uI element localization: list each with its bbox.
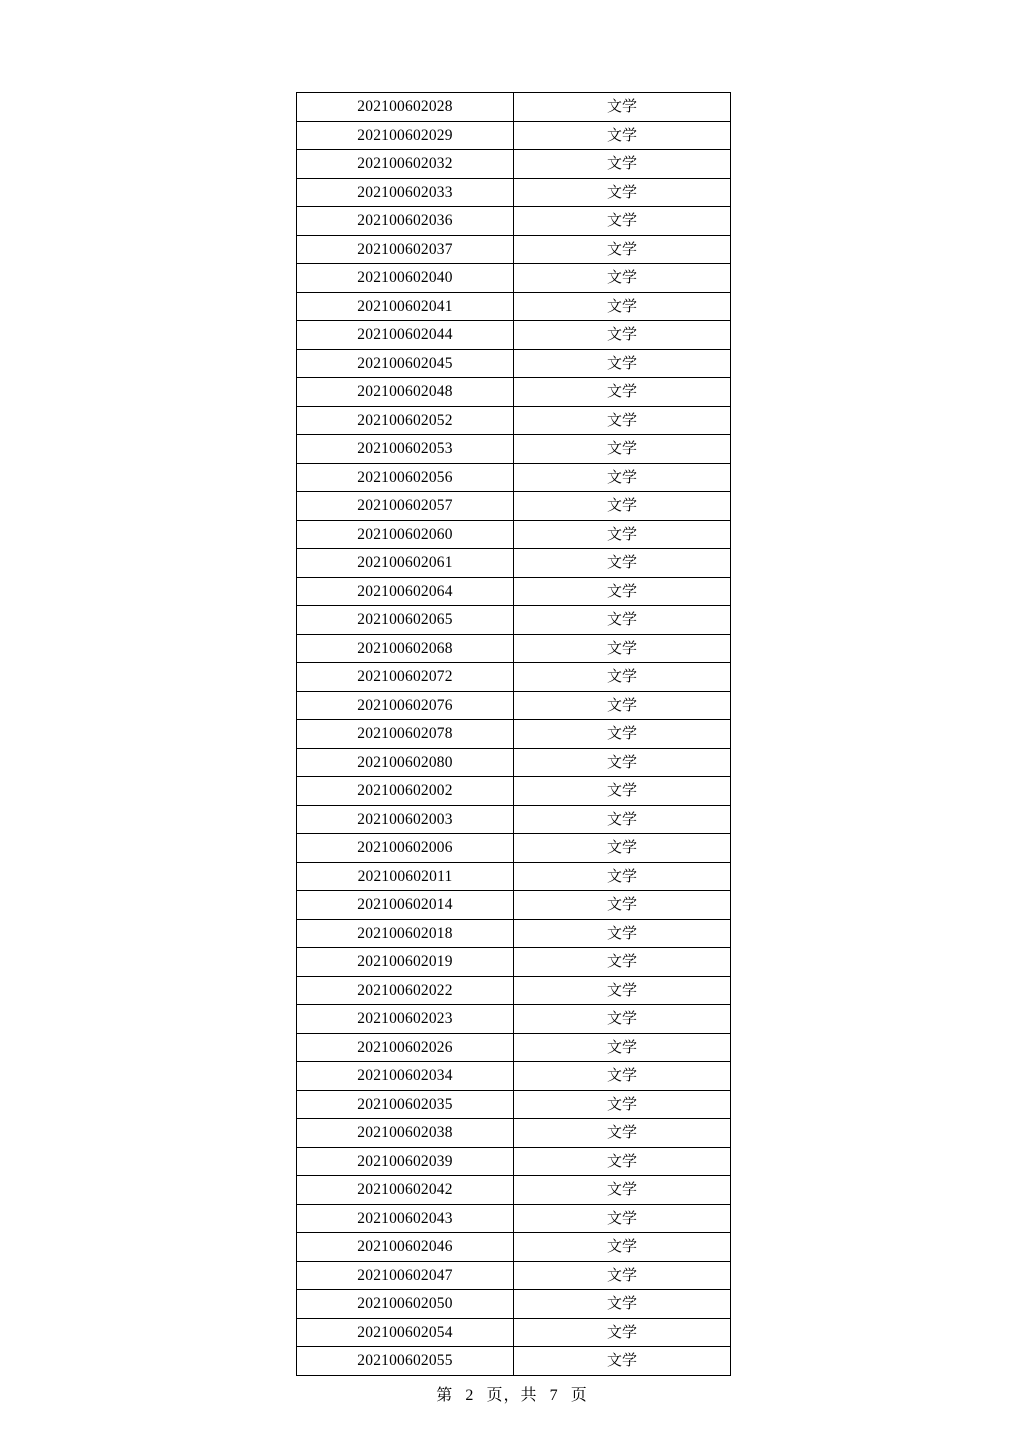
table-row <box>297 1147 731 1176</box>
footer-page-number: 2 <box>465 1387 475 1404</box>
major-cell: 文学 <box>514 178 731 207</box>
major-cell: 文学 <box>514 150 731 179</box>
table-row <box>297 862 731 891</box>
candidate-id-cell: 202100602072 <box>297 663 514 692</box>
footer-prefix: 第 <box>436 1385 454 1404</box>
table-row <box>297 492 731 521</box>
candidate-id-cell: 202100602045 <box>297 349 514 378</box>
candidate-id-cell: 202100602057 <box>297 492 514 521</box>
table-row <box>297 150 731 179</box>
candidate-id-cell: 202100602053 <box>297 435 514 464</box>
candidate-id-cell: 202100602044 <box>297 321 514 350</box>
major-cell: 文学 <box>514 1318 731 1347</box>
major-cell: 文学 <box>514 292 731 321</box>
candidate-id-cell: 202100602011 <box>297 862 514 891</box>
table-row <box>297 1347 731 1376</box>
candidate-id-cell: 202100602032 <box>297 150 514 179</box>
candidate-id-cell: 202100602028 <box>297 93 514 122</box>
candidate-id-cell: 202100602055 <box>297 1347 514 1376</box>
major-cell: 文学 <box>514 1062 731 1091</box>
candidate-id-cell: 202100602054 <box>297 1318 514 1347</box>
major-cell: 文学 <box>514 1204 731 1233</box>
table-row <box>297 919 731 948</box>
major-cell: 文学 <box>514 264 731 293</box>
major-cell: 文学 <box>514 1033 731 1062</box>
page-footer <box>0 1382 1024 1405</box>
major-cell: 文学 <box>514 691 731 720</box>
major-cell: 文学 <box>514 378 731 407</box>
table-row <box>297 606 731 635</box>
table-row <box>297 1318 731 1347</box>
candidate-id-cell: 202100602076 <box>297 691 514 720</box>
table-row <box>297 777 731 806</box>
table-row <box>297 663 731 692</box>
candidate-list-table-wrap <box>296 92 728 1376</box>
candidate-id-cell: 202100602042 <box>297 1176 514 1205</box>
candidate-id-cell: 202100602046 <box>297 1233 514 1262</box>
table-row <box>297 1119 731 1148</box>
table-row <box>297 805 731 834</box>
major-cell: 文学 <box>514 1090 731 1119</box>
candidate-id-cell: 202100602002 <box>297 777 514 806</box>
major-cell: 文学 <box>514 1119 731 1148</box>
major-cell: 文学 <box>514 321 731 350</box>
candidate-id-cell: 202100602040 <box>297 264 514 293</box>
table-row <box>297 1233 731 1262</box>
major-cell: 文学 <box>514 976 731 1005</box>
candidate-id-cell: 202100602019 <box>297 948 514 977</box>
major-cell: 文学 <box>514 1261 731 1290</box>
major-cell: 文学 <box>514 948 731 977</box>
table-row <box>297 121 731 150</box>
table-row <box>297 549 731 578</box>
major-cell: 文学 <box>514 748 731 777</box>
major-cell: 文学 <box>514 862 731 891</box>
major-cell: 文学 <box>514 406 731 435</box>
major-cell: 文学 <box>514 834 731 863</box>
table-row <box>297 292 731 321</box>
major-cell: 文学 <box>514 121 731 150</box>
major-cell: 文学 <box>514 1176 731 1205</box>
table-row <box>297 1261 731 1290</box>
major-cell: 文学 <box>514 1147 731 1176</box>
table-row <box>297 577 731 606</box>
footer-middle: 页，共 <box>486 1385 538 1404</box>
candidate-id-cell: 202100602037 <box>297 235 514 264</box>
candidate-id-cell: 202100602033 <box>297 178 514 207</box>
major-cell: 文学 <box>514 207 731 236</box>
candidate-id-cell: 202100602038 <box>297 1119 514 1148</box>
candidate-id-cell: 202100602048 <box>297 378 514 407</box>
table-body <box>297 93 731 1376</box>
candidate-id-cell: 202100602036 <box>297 207 514 236</box>
candidate-id-cell: 202100602041 <box>297 292 514 321</box>
candidate-id-cell: 202100602047 <box>297 1261 514 1290</box>
major-cell: 文学 <box>514 805 731 834</box>
major-cell: 文学 <box>514 235 731 264</box>
table-row <box>297 435 731 464</box>
table-row <box>297 520 731 549</box>
candidate-id-cell: 202100602056 <box>297 463 514 492</box>
candidate-id-cell: 202100602065 <box>297 606 514 635</box>
major-cell: 文学 <box>514 1233 731 1262</box>
major-cell: 文学 <box>514 93 731 122</box>
candidate-id-cell: 202100602018 <box>297 919 514 948</box>
major-cell: 文学 <box>514 577 731 606</box>
table-row <box>297 720 731 749</box>
table-row <box>297 748 731 777</box>
candidate-id-cell: 202100602003 <box>297 805 514 834</box>
table-row <box>297 1005 731 1034</box>
footer-suffix: 页 <box>570 1385 588 1404</box>
table-row <box>297 1062 731 1091</box>
candidate-id-cell: 202100602022 <box>297 976 514 1005</box>
major-cell: 文学 <box>514 492 731 521</box>
candidate-id-cell: 202100602043 <box>297 1204 514 1233</box>
table-row <box>297 207 731 236</box>
candidate-id-cell: 202100602026 <box>297 1033 514 1062</box>
major-cell: 文学 <box>514 435 731 464</box>
table-row <box>297 891 731 920</box>
major-cell: 文学 <box>514 606 731 635</box>
candidate-id-cell: 202100602060 <box>297 520 514 549</box>
table-row <box>297 948 731 977</box>
table-row <box>297 1033 731 1062</box>
major-cell: 文学 <box>514 549 731 578</box>
candidate-id-cell: 202100602034 <box>297 1062 514 1091</box>
candidate-id-cell: 202100602050 <box>297 1290 514 1319</box>
candidate-id-cell: 202100602080 <box>297 748 514 777</box>
major-cell: 文学 <box>514 634 731 663</box>
table-row <box>297 634 731 663</box>
table-row <box>297 1090 731 1119</box>
table-row <box>297 1204 731 1233</box>
table-row <box>297 178 731 207</box>
major-cell: 文学 <box>514 1290 731 1319</box>
candidate-id-cell: 202100602035 <box>297 1090 514 1119</box>
table-row <box>297 235 731 264</box>
table-row <box>297 834 731 863</box>
candidate-id-cell: 202100602064 <box>297 577 514 606</box>
table-row <box>297 1290 731 1319</box>
major-cell: 文学 <box>514 891 731 920</box>
candidate-id-cell: 202100602061 <box>297 549 514 578</box>
table-row <box>297 93 731 122</box>
major-cell: 文学 <box>514 1347 731 1376</box>
candidate-list-table <box>296 92 731 1376</box>
table-row <box>297 264 731 293</box>
candidate-id-cell: 202100602029 <box>297 121 514 150</box>
table-row <box>297 321 731 350</box>
table-row <box>297 691 731 720</box>
candidate-id-cell: 202100602068 <box>297 634 514 663</box>
table-row <box>297 349 731 378</box>
major-cell: 文学 <box>514 1005 731 1034</box>
candidate-id-cell: 202100602052 <box>297 406 514 435</box>
table-row <box>297 976 731 1005</box>
candidate-id-cell: 202100602039 <box>297 1147 514 1176</box>
candidate-id-cell: 202100602023 <box>297 1005 514 1034</box>
major-cell: 文学 <box>514 520 731 549</box>
major-cell: 文学 <box>514 463 731 492</box>
major-cell: 文学 <box>514 349 731 378</box>
table-row <box>297 1176 731 1205</box>
major-cell: 文学 <box>514 720 731 749</box>
major-cell: 文学 <box>514 919 731 948</box>
candidate-id-cell: 202100602006 <box>297 834 514 863</box>
major-cell: 文学 <box>514 663 731 692</box>
candidate-id-cell: 202100602014 <box>297 891 514 920</box>
table-row <box>297 406 731 435</box>
candidate-id-cell: 202100602078 <box>297 720 514 749</box>
table-row <box>297 463 731 492</box>
footer-total-pages: 7 <box>549 1387 559 1404</box>
major-cell: 文学 <box>514 777 731 806</box>
table-row <box>297 378 731 407</box>
